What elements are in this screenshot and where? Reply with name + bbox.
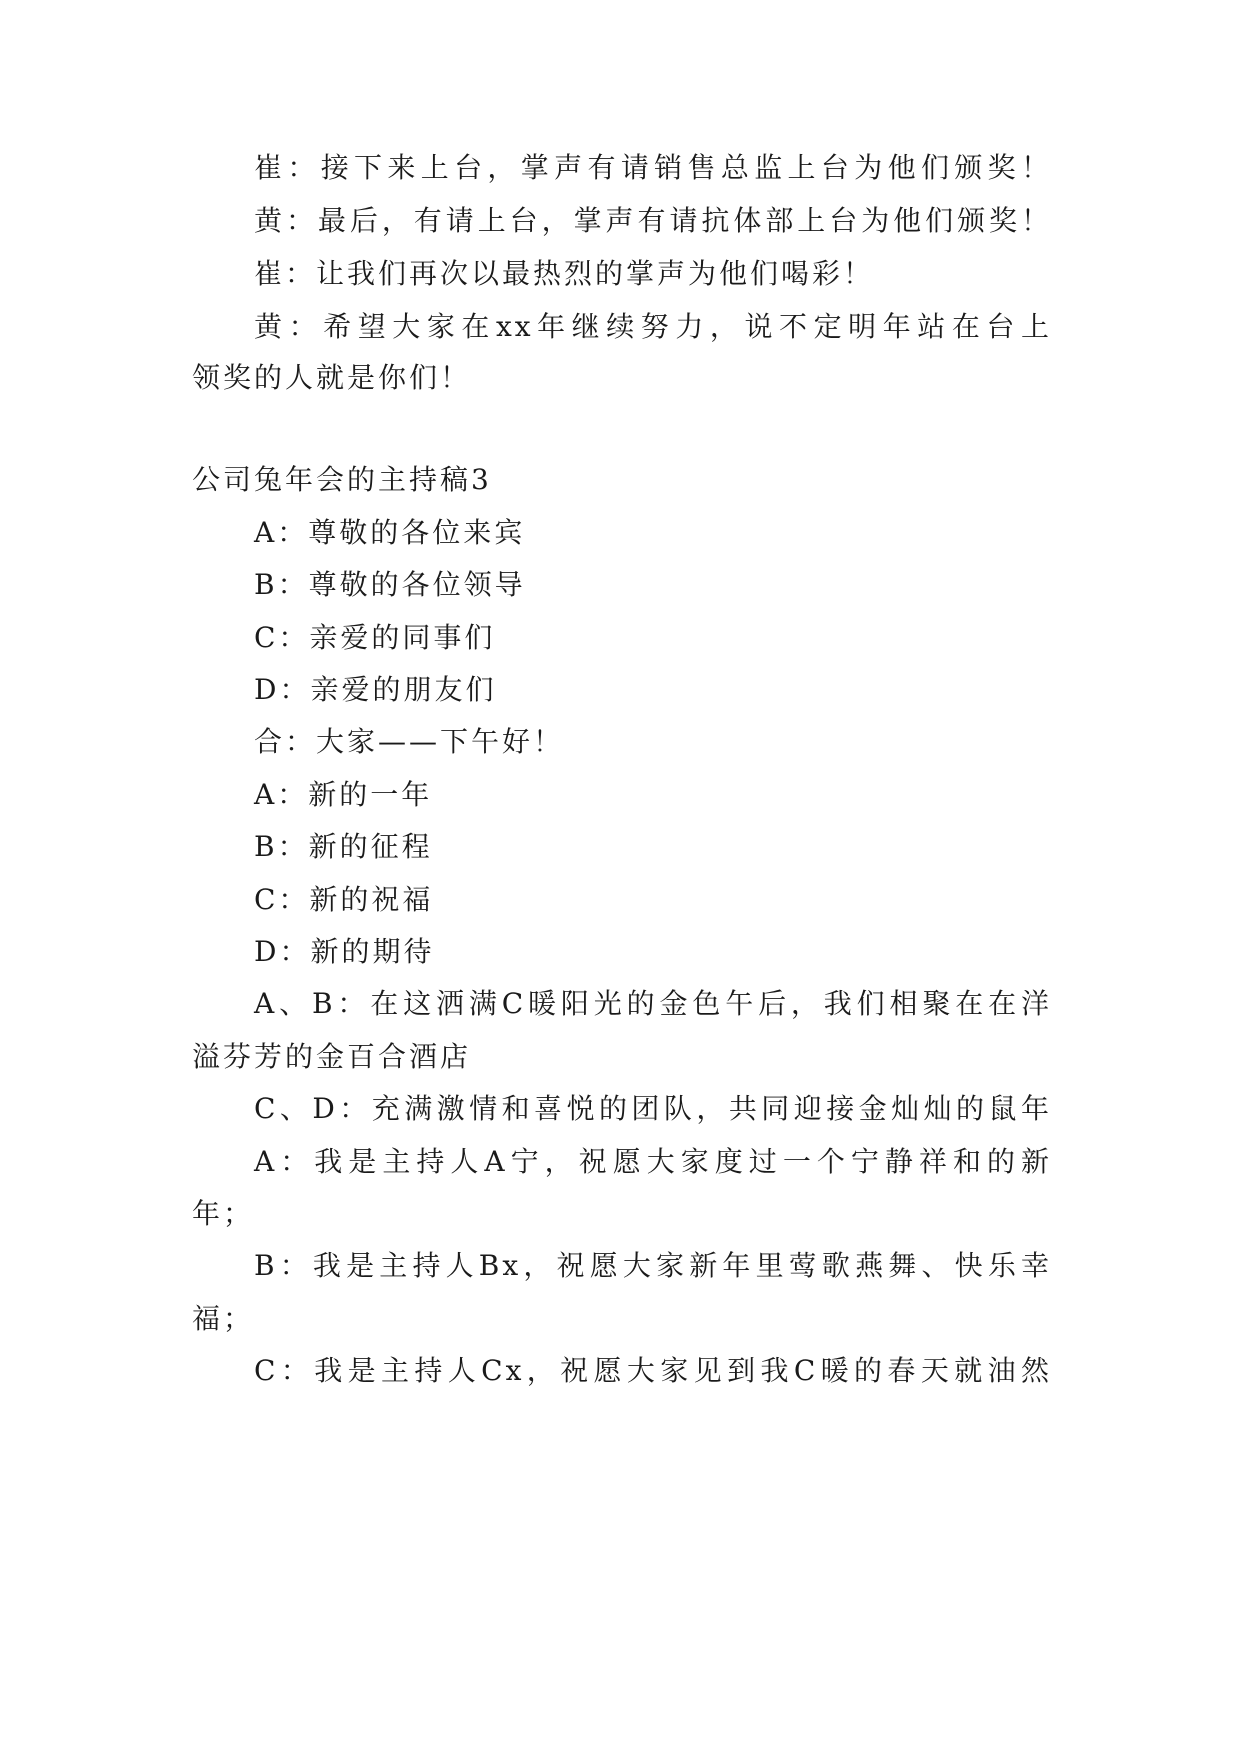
text-line: C：新的祝福 [254, 883, 434, 916]
text-line: 黄：希望大家在xx年继续努力，说不定明年站在台上 [254, 310, 1052, 343]
text-line: D：亲爱的朋友们 [254, 673, 497, 706]
text-line: D：新的期待 [254, 935, 435, 968]
text-line: 黄：最后，有请上台，掌声有请抗体部上台为他们颁奖！ [254, 204, 1052, 237]
text-line: A、B：在这洒满C暖阳光的金色午后，我们相聚在在洋 [254, 987, 1052, 1020]
text-line: B：我是主持人Bx，祝愿大家新年里莺歌燕舞、快乐幸 [254, 1249, 1052, 1282]
text-line: 合：大家——下午好！ [254, 725, 565, 758]
text-line: 年； [192, 1197, 255, 1230]
text-line: A：我是主持人A宁，祝愿大家度过一个宁静祥和的新 [254, 1145, 1052, 1178]
text-line: 领奖的人就是你们！ [192, 361, 472, 394]
text-line: C、D：充满激情和喜悦的团队，共同迎接金灿灿的鼠年 [254, 1092, 1052, 1125]
text-line: 福； [192, 1302, 255, 1335]
text-line: A：新的一年 [254, 778, 433, 811]
section-heading: 公司兔年会的主持稿3 [192, 463, 492, 496]
text-line: 崔：让我们再次以最热烈的掌声为他们喝彩！ [254, 257, 875, 290]
text-line: B：新的征程 [254, 830, 433, 863]
text-line: 崔：接下来上台，掌声有请销售总监上台为他们颁奖！ [254, 151, 1052, 184]
text-line: C：我是主持人Cx，祝愿大家见到我C暖的春天就油然 [254, 1354, 1052, 1387]
text-line: C：亲爱的同事们 [254, 621, 496, 654]
text-line: B：尊敬的各位领导 [254, 568, 526, 601]
text-line: A：尊敬的各位来宾 [254, 516, 526, 549]
text-line: 溢芬芳的金百合酒店 [192, 1040, 472, 1073]
